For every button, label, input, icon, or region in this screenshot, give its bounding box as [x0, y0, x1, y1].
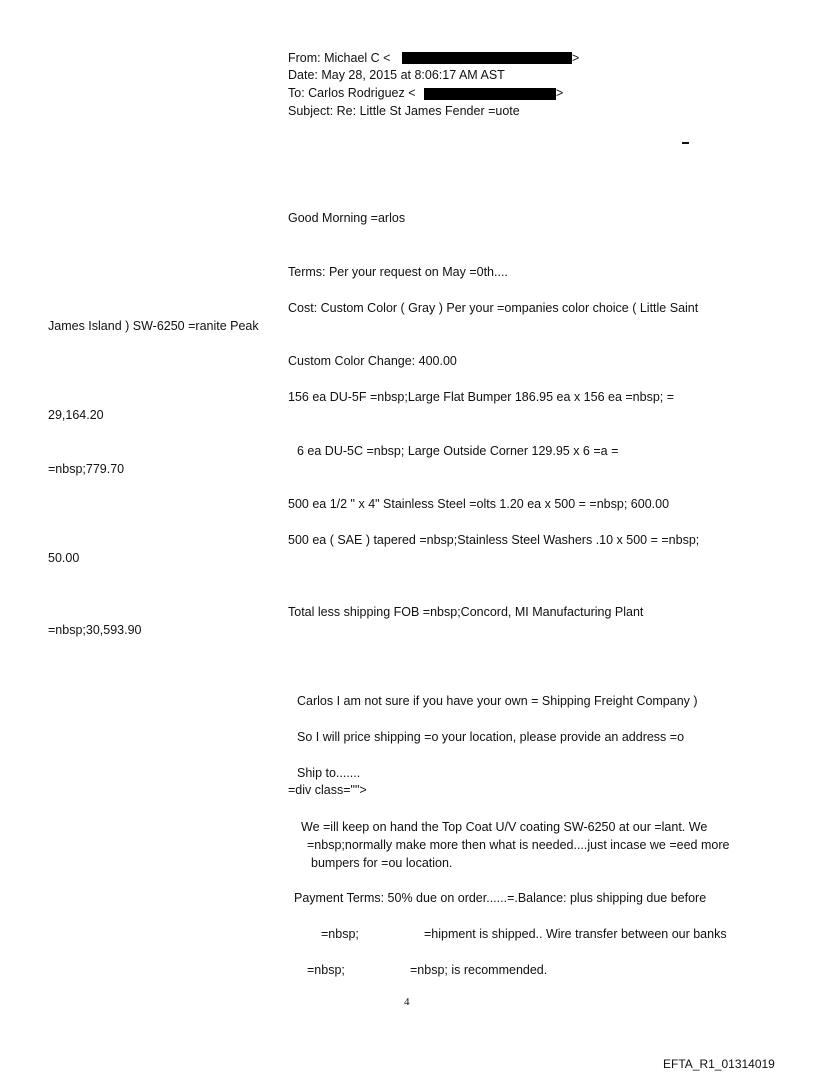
redaction-bar — [402, 52, 572, 64]
to-line: To: Carlos Rodriguez < — [288, 86, 416, 100]
subject-line: Subject: Re: Little St James Fender =uote — [288, 104, 520, 118]
payment-terms: =nbsp; — [321, 927, 359, 941]
from-line-end: > — [572, 51, 580, 65]
dash-mark — [682, 142, 689, 144]
payment-terms: =nbsp; is recommended. — [410, 963, 548, 977]
line-item-amount: =nbsp;779.70 — [48, 462, 125, 476]
redaction-bar — [424, 88, 556, 100]
date-line: Date: May 28, 2015 at 8:06:17 AM AST — [288, 68, 505, 82]
payment-terms: Payment Terms: 50% due on order......=.Balance: plus shipping due before — [294, 891, 707, 905]
line-item-amount: 29,164.20 — [48, 408, 104, 422]
coating-note: =nbsp;normally make more then what is needed....just incase we =eed more — [307, 838, 730, 852]
shipping-note: Ship to....... — [297, 766, 361, 780]
shipping-note: Carlos I am not sure if you have your own = Shipping Freight Company ) — [297, 694, 698, 708]
coating-note: bumpers for =ou location. — [311, 856, 453, 870]
total-line: Total less shipping FOB =nbsp;Concord, MI Manufacturing Plant — [288, 605, 644, 619]
line-item: 156 ea DU-5F =nbsp;Large Flat Bumper 186.95 ea x 156 ea =nbsp; = — [288, 390, 675, 404]
line-item: 500 ea ( SAE ) tapered =nbsp;Stainless Steel Washers .10 x 500 = =nbsp; — [288, 533, 700, 547]
line-item-amount: 50.00 — [48, 551, 80, 565]
total-amount: =nbsp;30,593.90 — [48, 623, 142, 637]
payment-terms: =nbsp; — [307, 963, 345, 977]
greeting: Good Morning =arlos — [288, 211, 406, 225]
coating-note: We =ill keep on hand the Top Coat U/V coating SW-6250 at our =lant. We — [301, 820, 708, 834]
cost-line: Cost: Custom Color ( Gray ) Per your =ompanies color choice ( Little Saint — [288, 301, 699, 315]
line-item: 500 ea 1/2 " x 4" Stainless Steel =olts 1.20 ea x 500 = =nbsp; 600.00 — [288, 497, 670, 511]
custom-color-line: Custom Color Change: 400.00 — [288, 354, 457, 368]
to-line-end: > — [556, 86, 564, 100]
line-item: 6 ea DU-5C =nbsp; Large Outside Corner 129.95 x 6 =a = — [297, 444, 619, 458]
from-line: From: Michael C < — [288, 51, 391, 65]
markup-fragment: =div class=""> — [288, 783, 367, 797]
terms-line: Terms: Per your request on May =0th.... — [288, 265, 508, 279]
page-number: 4 — [404, 996, 410, 1008]
shipping-note: So I will price shipping =o your location, please provide an address =o — [297, 730, 685, 744]
payment-terms: =hipment is shipped.. Wire transfer between our banks — [424, 927, 727, 941]
bates-number: EFTA_R1_01314019 — [663, 1057, 775, 1071]
cost-line-wrap: James Island ) SW-6250 =ranite Peak — [48, 319, 259, 333]
